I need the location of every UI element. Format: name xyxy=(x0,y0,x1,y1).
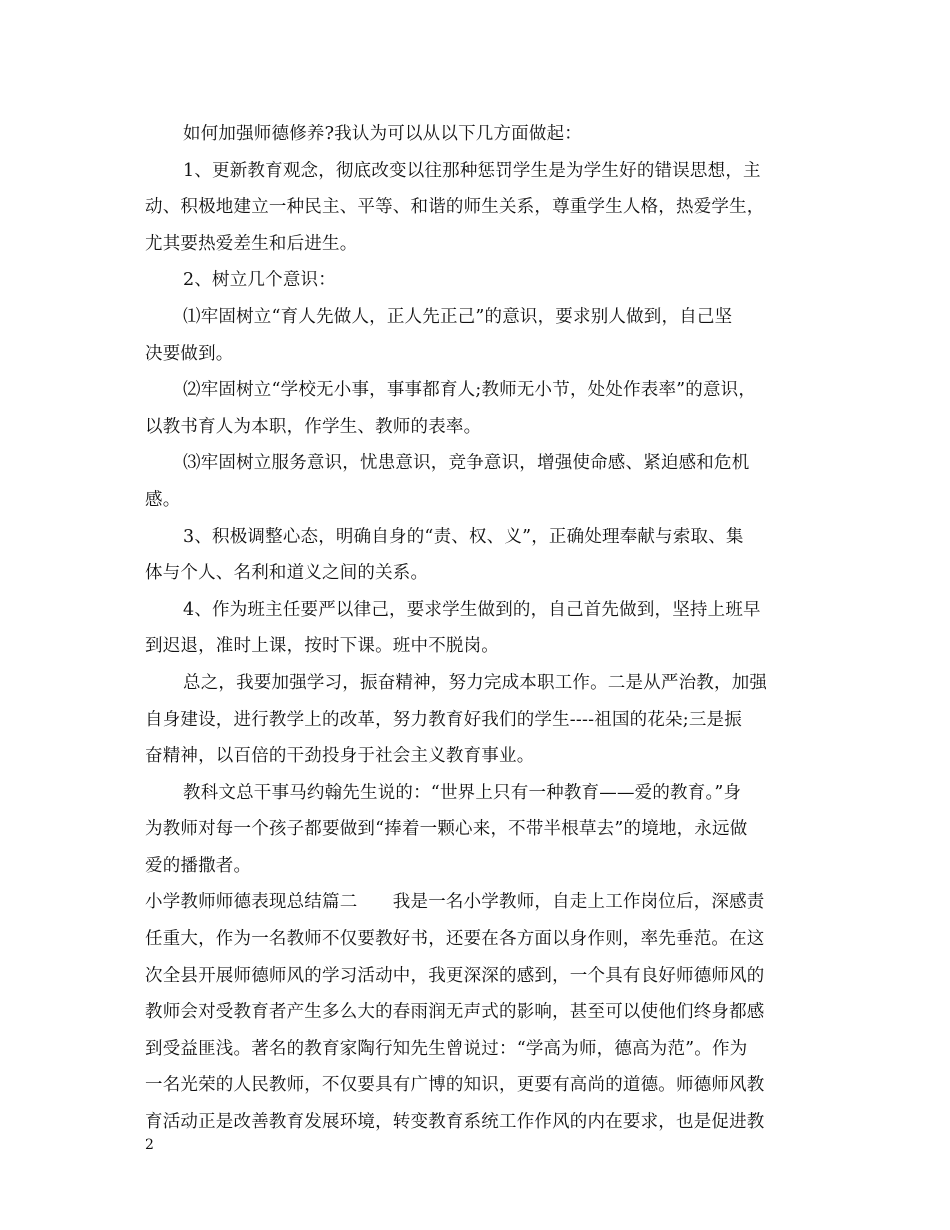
text-line: ⑴牢固树立“育人先做人，正人先正己”的意识，要求别人做到，自己坚 xyxy=(183,306,733,327)
text-line: 为教师对每一个孩子都要做到“捧着一颗心来，不带半根草去”的境地，永远做 xyxy=(145,819,748,840)
body-text xyxy=(145,116,815,1141)
text-line: 育活动正是改善教育发展环境，转变教育系统工作作风的内在要求，也是促进教 xyxy=(145,1112,765,1133)
page-number: 2 xyxy=(145,1137,154,1153)
text-line: ⑶牢固树立服务意识，忧患意识，竞争意识，增强使命感、紧迫感和危机 xyxy=(183,453,750,474)
text-line: 3、积极调整心态，明确自身的“责、权、义”，正确处理奉献与索取、集 xyxy=(183,526,744,547)
text-line: 尤其要热爱差生和后进生。 xyxy=(145,233,358,254)
text-line: 4、作为班主任要严以律己，要求学生做到的，自己首先做到，坚持上班早 xyxy=(183,599,761,620)
text-line: 1、更新教育观念，彻底改变以往那种惩罚学生是为学生好的错误思想，主 xyxy=(183,160,761,181)
text-line: 以教书育人为本职，作学生、教师的表率。 xyxy=(145,416,482,437)
text-line: 小学教师师德表现总结篇二 我是一名小学教师，自走上工作岗位后，深感责 xyxy=(145,892,765,913)
text-line: 决要做到。 xyxy=(145,343,234,364)
text-line: 到迟退，准时上课，按时下课。班中不脱岗。 xyxy=(145,636,499,657)
text-line: 2、树立几个意识： xyxy=(183,270,336,291)
text-line: 总之，我要加强学习，振奋精神，努力完成本职工作。二是从严治教，加强 xyxy=(183,672,768,693)
text-line: ⑵牢固树立“学校无小事，事事都育人;教师无小节，处处作表率”的意识， xyxy=(183,380,757,401)
text-line: 感。 xyxy=(145,489,181,510)
text-line: 爱的播撒者。 xyxy=(145,855,252,876)
text-line: 一名光荣的人民教师，不仅要具有广博的知识，更要有高尚的道德。师德师风教 xyxy=(145,1075,765,1096)
text-line: 教科文总干事马约翰先生说的：“世界上只有一种教育——爱的教育。”身 xyxy=(183,782,742,803)
text-line: 自身建设，进行教学上的改革，努力教育好我们的学生----祖国的花朵;三是振 xyxy=(145,709,742,730)
text-line: 奋精神，以百倍的干劲投身于社会主义教育事业。 xyxy=(145,746,535,767)
text-line: 如何加强师德修养?我认为可以从以下几方面做起： xyxy=(183,124,582,144)
text-line: 教师会对受教育者产生多么大的春雨润无声式的影响，甚至可以使他们终身都感 xyxy=(145,1002,765,1023)
text-line: 到受益匪浅。著名的教育家陶行知先生曾说过：“学高为师，德高为范”。作为 xyxy=(145,1038,748,1059)
text-line: 任重大，作为一名教师不仅要教好书，还要在各方面以身作则，率先垂范。在这 xyxy=(145,929,765,950)
text-line: 动、积极地建立一种民主、平等、和谐的师生关系，尊重学生人格，热爱学生， xyxy=(145,197,765,218)
text-line: 次全县开展师德师风的学习活动中，我更深深的感到，一个具有良好师德师风的 xyxy=(145,965,765,986)
text-line: 体与个人、名利和道义之间的关系。 xyxy=(145,563,429,584)
